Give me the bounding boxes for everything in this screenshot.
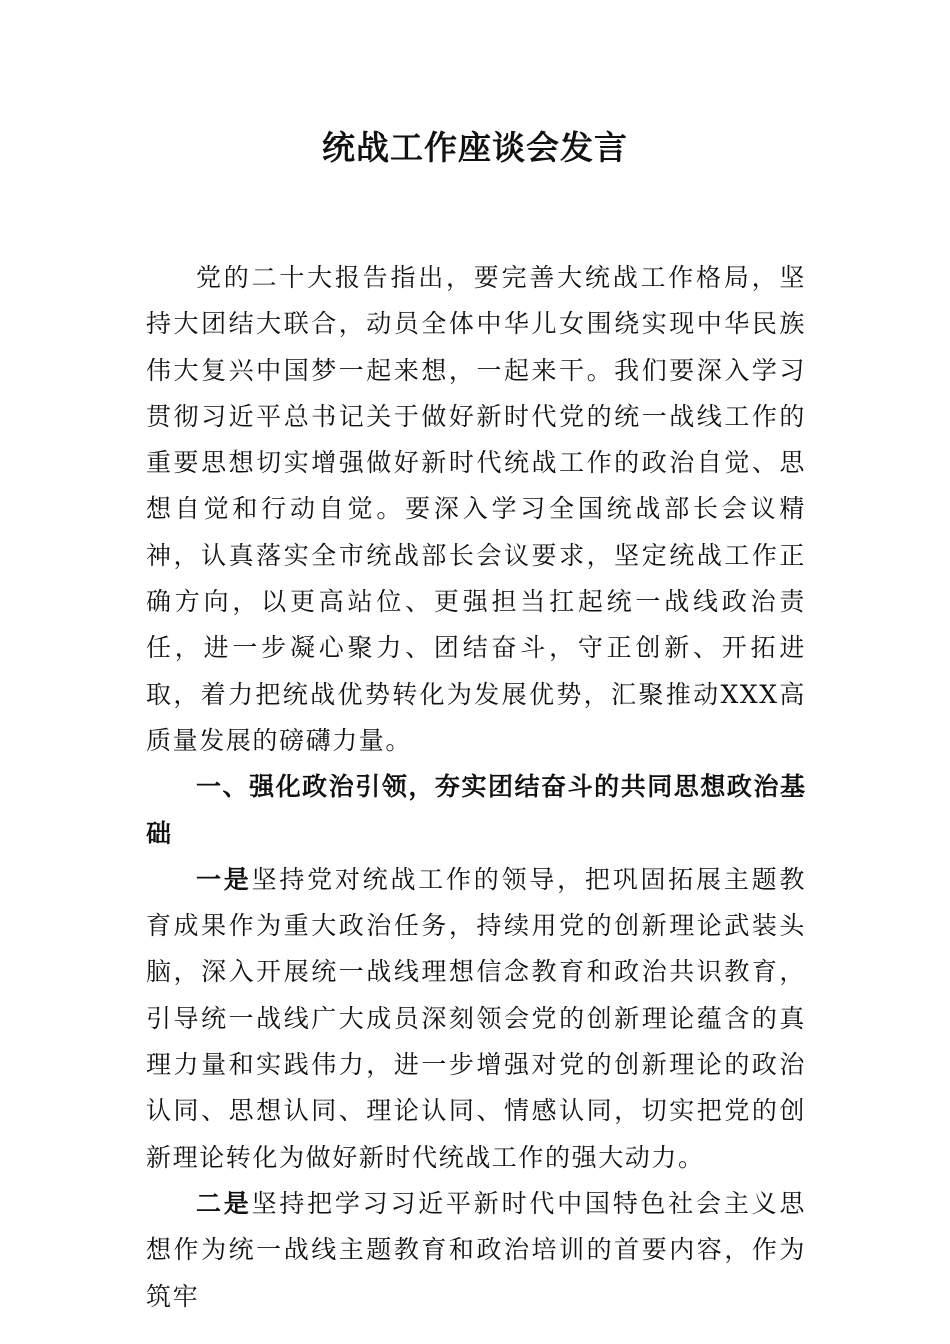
item-paragraph-1 xyxy=(146,857,806,1181)
item-text-1: 坚持党对统战工作的领导，把巩固拓展主题教育成果作为重大政治任务，持续用党的创新理论武装头脑，深入开展统一战线理想信念教育和政治共识教育，引导统一战线广大成员深刻领会党的创新理论蕴含的真理力量和实践伟力，进一步增强对党的创新理论的政治认同、思想认同、理论认同、情感认同，切实把党的创新理论转化为做好新时代统战工作的强大动力。 xyxy=(146,864,806,1172)
intro-paragraph: 党的二十大报告指出，要完善大统战工作格局，坚持大团结大联合，动员全体中华儿女围绕实现中华民族伟大复兴中国梦一起来想，一起来干。我们要深入学习贯彻习近平总书记关于做好新时代党的统一战线工作的重要思想切实增强做好新时代统战工作的政治自觉、思想自觉和行动自觉。要深入学习全国统战部长会议精神，认真落实全市统战部长会议要求，坚定统战工作正确方向，以更高站位、更强担当扛起统一战线政治责任，进一步凝心聚力、团结奋斗，守正创新、开拓进取，着力把统战优势转化为发展优势，汇聚推动XXX高质量发展的磅礴力量。 xyxy=(146,263,806,755)
document-title: 统战工作座谈会发言 xyxy=(322,128,628,167)
item-lead-1: 一是 xyxy=(196,864,252,894)
item-paragraph-2 xyxy=(146,1181,806,1320)
document-body xyxy=(146,255,806,1320)
item-lead-2: 二是 xyxy=(196,1188,252,1218)
section-heading: 一、强化政治引领，夯实团结奋斗的共同思想政治基础 xyxy=(146,772,806,848)
item-text-2: 坚持把学习习近平新时代中国特色社会主义思想作为统一战线主题教育和政治培训的首要内容，作为筑牢 xyxy=(146,1188,806,1311)
